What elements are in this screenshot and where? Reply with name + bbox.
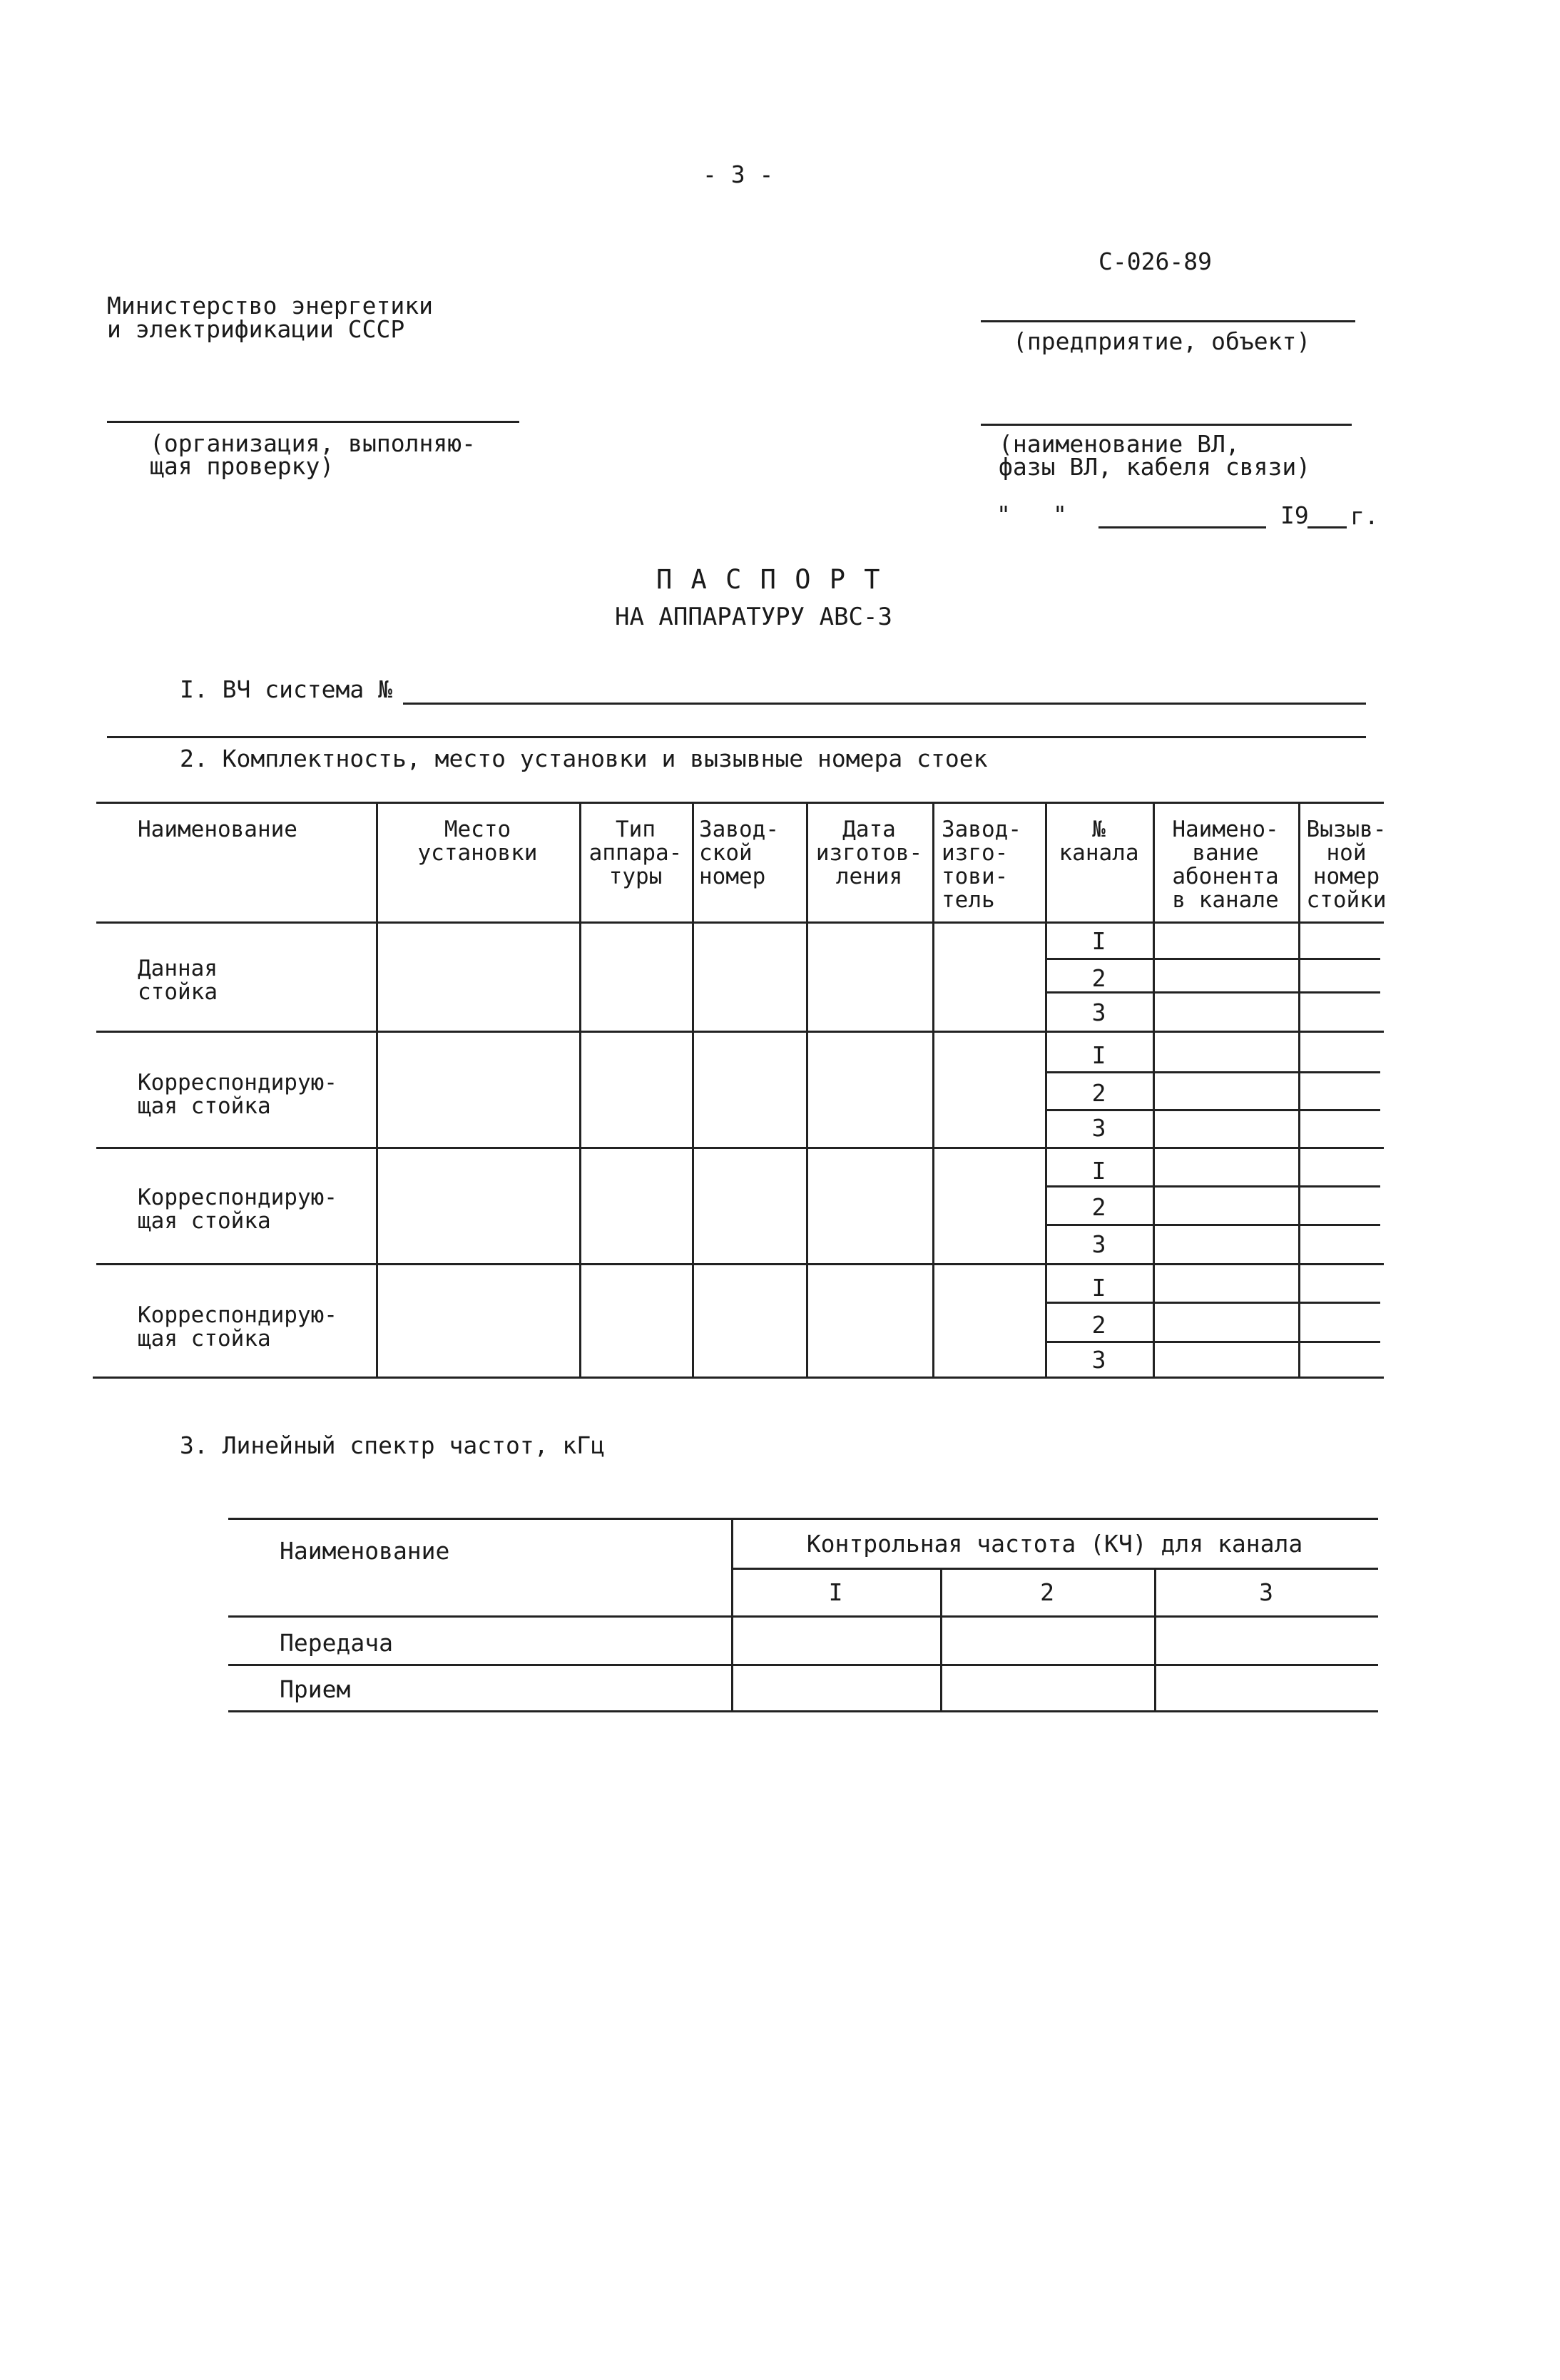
item3-label: 3. Линейный спектр частот, кГц (180, 1431, 606, 1459)
column-header-channel-number: № канала (1059, 817, 1139, 866)
column-header-manufacture-date: Дата изготов- ления (815, 817, 923, 889)
table2-row-receive: Прием (280, 1675, 351, 1703)
table2-channel-header: 3 (1259, 1578, 1273, 1606)
row-name-this-rack: Данная стойка (138, 956, 218, 1005)
enterprise-caption: (предприятие, объект) (1013, 327, 1311, 355)
row-name-corresponding-rack: Корреспондирую- щая стойка (138, 1070, 337, 1119)
line-name-caption: (наименование ВЛ, фазы ВЛ, кабеля связи) (999, 430, 1311, 481)
date-quote-open: " (996, 501, 1011, 528)
enterprise-line (981, 320, 1355, 322)
row-name-corresponding-rack: Корреспондирую- щая стойка (138, 1185, 337, 1234)
table2-channel-header: 2 (1040, 1578, 1054, 1606)
column-header-name: Наименование (138, 817, 297, 842)
line-name-line (981, 424, 1352, 426)
column-header-manufacturer: Завод- изго- тови- тель (942, 817, 1021, 913)
table2-row-transmit: Передача (280, 1629, 393, 1657)
channel-cell: 3 (1091, 1114, 1106, 1142)
date-year-line (1307, 526, 1347, 528)
item1-label: I. ВЧ система № (180, 675, 393, 703)
channel-cell: I (1091, 1157, 1106, 1185)
channel-cell: 2 (1091, 1193, 1106, 1221)
table2-name-header: Наименование (280, 1537, 450, 1565)
ministry-label: Министерство энергетики и электрификации СССР (107, 292, 433, 343)
column-header-location: Место установки (417, 817, 538, 866)
channel-cell: 2 (1091, 964, 1106, 992)
channel-cell: 3 (1091, 999, 1106, 1026)
channel-cell: 2 (1091, 1311, 1106, 1339)
channel-cell: I (1091, 927, 1106, 955)
date-day-month-line (1098, 526, 1266, 528)
date-year-suffix: г. (1350, 502, 1379, 530)
date-year-prefix: I9 (1280, 501, 1309, 529)
item1-continuation-line (107, 736, 1366, 738)
organization-caption: (организация, выполняю- щая проверку) (150, 429, 476, 480)
date-quote-close: " (1053, 501, 1067, 528)
document-code: С-026-89 (1098, 247, 1212, 275)
organization-line (107, 421, 519, 423)
channel-cell: I (1091, 1041, 1106, 1069)
item2-label: 2. Комплектность, место установки и вызывные номера стоек (180, 745, 988, 772)
channel-cell: 3 (1091, 1230, 1106, 1258)
page-number: - 3 - (703, 160, 774, 188)
item1-fill-line (403, 703, 1366, 705)
column-header-subscriber-name: Наимено- вание абонента в канале (1172, 817, 1279, 913)
channel-cell: 2 (1091, 1079, 1106, 1107)
passport-title: П А С П О Р Т (656, 564, 882, 595)
row-name-corresponding-rack: Корреспондирую- щая стойка (138, 1302, 337, 1352)
column-header-serial-number: Завод- ской номер (699, 817, 779, 889)
table2-channel-header: I (828, 1578, 843, 1606)
channel-cell: I (1091, 1274, 1106, 1302)
column-header-call-number: Вызыв- ной номер стойки (1306, 817, 1387, 913)
table2-control-frequency-header: Контрольная частота (КЧ) для канала (806, 1530, 1303, 1558)
passport-subtitle: НА АППАРАТУРУ АВС-3 (615, 603, 892, 631)
channel-cell: 3 (1091, 1346, 1106, 1374)
column-header-equipment-type: Тип аппара- туры (588, 817, 683, 889)
